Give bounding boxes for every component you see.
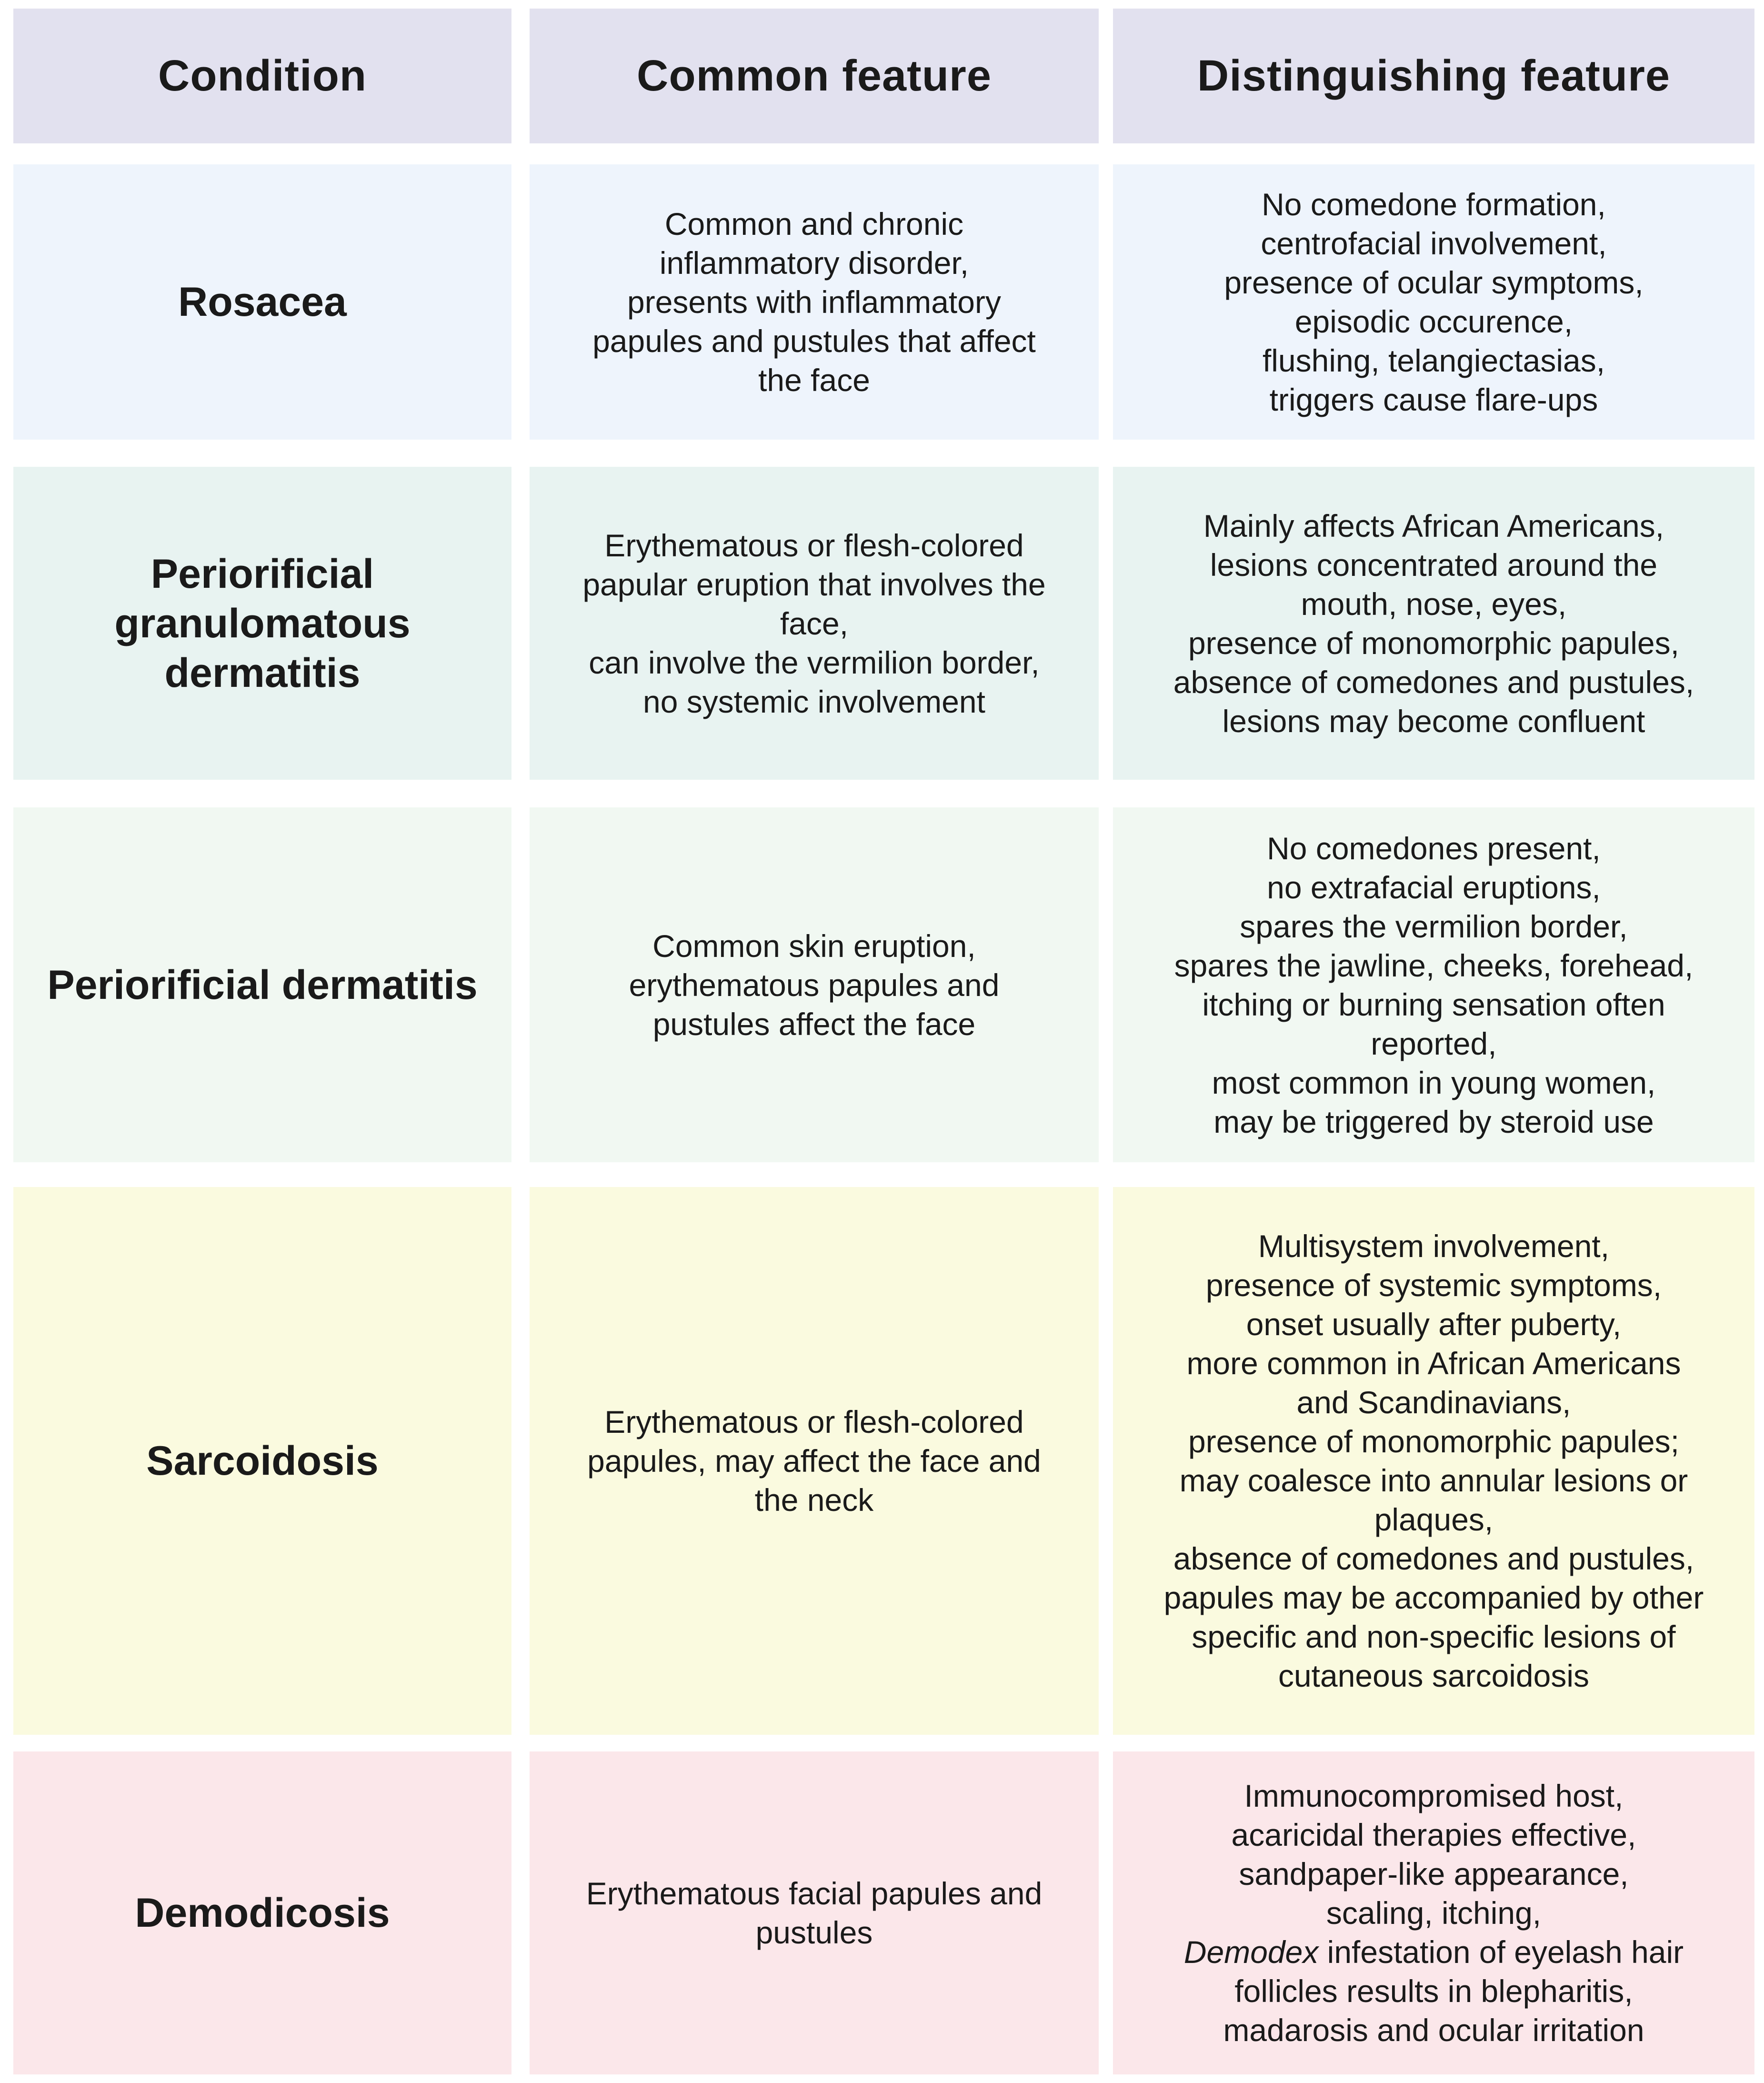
row-sarcoidosis-distinguishing: Multisystem involvement, presence of systemic symptoms, onset usually after puberty, more common in African Americans and Scandinavians, presence of monomorphic papules; may coalesce into annular lesions or plaques, absence of comedones and pustules, papules may be accompanied by other specific and non-specific lesions of cutaneous sarcoidosis [1113,1187,1754,1735]
row-sarcoidosis-condition: Sarcoidosis [13,1187,511,1735]
header-condition: Condition [13,9,511,143]
row-rosacea-condition: Rosacea [13,164,511,440]
header-common-feature: Common feature [530,9,1099,143]
row-rosacea-distinguishing: No comedone formation, centrofacial involvement, presence of ocular symptoms, episodic occurence, flushing, telangiectasias, triggers cause flare-ups [1113,164,1754,440]
row-sarcoidosis-common: Erythematous or flesh-colored papules, may affect the face and the neck [530,1187,1099,1735]
row-pd-distinguishing: No comedones present, no extrafacial eruptions, spares the vermilion border, spares the jawline, cheeks, forehead, itching or burning sensation often reported, most common in young women, may be triggered by steroid use [1113,807,1754,1162]
demodex-line: Demodex infestation of eyelash hair [1183,1934,1684,1970]
row-pgd-distinguishing: Mainly affects African Americans, lesions concentrated around the mouth, nose, eyes, presence of monomorphic papules, absence of comedones and pustules, lesions may become confluent [1113,467,1754,780]
row-demodicosis-common: Erythematous facial papules and pustules [530,1751,1099,2074]
row-demodicosis-distinguishing: Immunocompromised host, acaricidal therapies effective, sandpaper-like appearance, scaling, itching, Demodex infestation of eyelash hair follicles results in blepharitis, madarosis and ocular irritation [1113,1751,1754,2074]
row-pgd-condition: Periorificial granulomatous dermatitis [13,467,511,780]
row-pd-condition: Periorificial dermatitis [13,807,511,1162]
row-pd-common: Common skin eruption, erythematous papules and pustules affect the face [530,807,1099,1162]
row-rosacea-common: Common and chronic inflammatory disorder, presents with inflammatory papules and pustules that affect the face [530,164,1099,440]
header-distinguishing-feature: Distinguishing feature [1113,9,1754,143]
row-demodicosis-condition: Demodicosis [13,1751,511,2074]
row-pgd-common: Erythematous or flesh-colored papular eruption that involves the face, can involve the vermilion border, no systemic involvement [530,467,1099,780]
demodex-term: Demodex [1183,1934,1319,1970]
